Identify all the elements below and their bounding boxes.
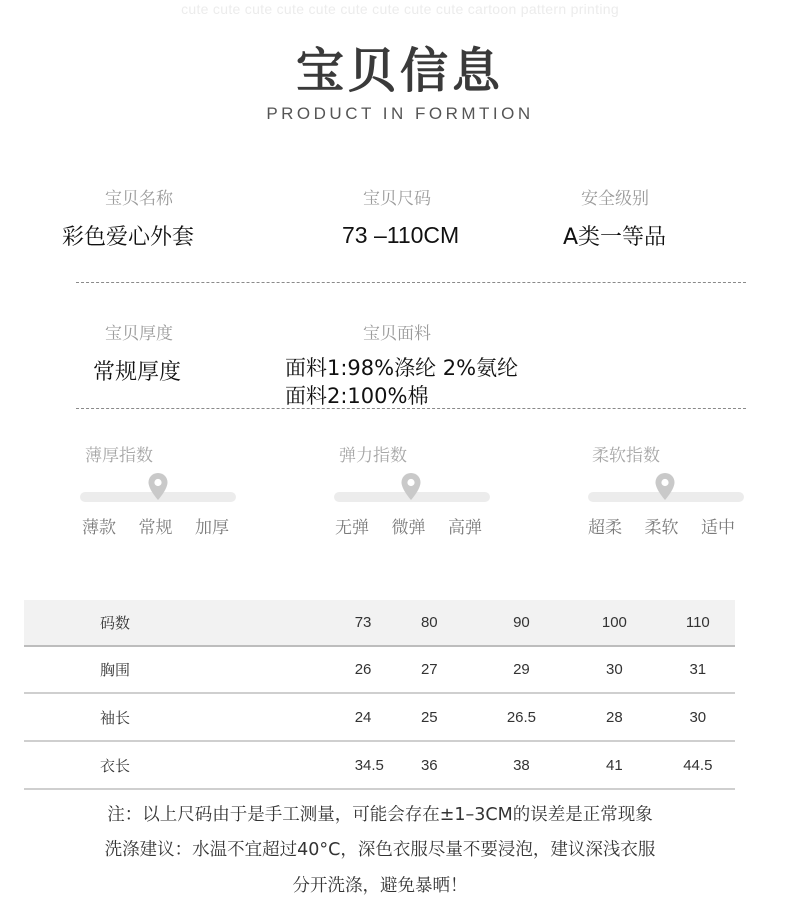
table-row [24,741,735,789]
product-name-value: 彩色爱心外套 [62,225,195,250]
product-size-label: 宝贝尺码 [363,189,431,209]
elasticity-index-options [335,513,482,538]
option-slight-stretch: 微弹 [391,518,426,538]
table-row [24,646,735,693]
location-pin-icon [400,472,422,502]
softness-index-options [588,513,735,538]
option-soft: 柔软 [644,518,679,538]
product-name-label: 宝贝名称 [105,189,173,209]
safety-level-value: A类一等品 [563,225,667,250]
row-label: 衣长 [24,741,190,789]
measurement-note: 注：以上尺码由于是手工测量，可能会存在±1–3CM的误差是正常现象 [107,805,653,825]
size-cell: 90 [475,600,568,646]
faint-background-text: cute cute cute cute cute cute cute cute cute cartoon pattern printing [181,1,619,17]
row-label: 胸围 [24,646,190,693]
table-cell: 24 [190,693,384,741]
option-high-stretch: 高弹 [448,518,482,538]
size-table [24,600,735,790]
fabric-line-1: 面料1:98%涤纶 2%氨纶 [285,356,519,380]
row-label: 袖长 [24,693,190,741]
thickness-index-options [82,513,229,538]
table-cell: 44.5 [661,741,735,789]
option-super-soft: 超柔 [588,518,622,538]
thickness-value: 常规厚度 [93,360,182,385]
washing-advice-continued: 分开洗涤，避免暴晒！ [292,876,468,896]
option-moderate: 适中 [701,518,735,538]
option-thick: 加厚 [195,518,229,538]
thickness-index-label: 薄厚指数 [85,446,153,466]
size-header-label: 码数 [24,600,190,646]
table-cell: 26 [190,646,384,693]
fabric-label: 宝贝面料 [363,324,431,344]
thickness-label: 宝贝厚度 [105,324,173,344]
page-subtitle: PRODUCT IN FORMTION [266,104,534,123]
page-title: 宝贝信息 [295,43,504,99]
table-cell: 41 [568,741,661,789]
fabric-line-2: 面料2:100%棉 [285,384,429,408]
softness-index-label: 柔软指数 [592,446,660,466]
elasticity-index-label: 弹力指数 [339,446,407,466]
table-cell: 30 [661,693,735,741]
location-pin-icon [147,472,169,502]
table-cell: 36 [384,741,475,789]
option-regular: 常规 [138,518,173,538]
size-cell: 110 [661,600,735,646]
table-cell: 28 [568,693,661,741]
table-cell: 29 [475,646,568,693]
table-cell: 27 [384,646,475,693]
table-cell: 30 [568,646,661,693]
table-row [24,693,735,741]
table-cell: 34.5 [190,741,384,789]
safety-level-label: 安全级别 [581,189,649,209]
table-cell: 38 [475,741,568,789]
washing-advice: 洗涤建议：水温不宜超过40°C，深色衣服尽量不要浸泡，建议深浅衣服 [104,840,656,860]
divider-1 [76,282,746,283]
product-size-value: 73 –110CM [342,222,460,248]
table-cell: 31 [661,646,735,693]
table-cell: 26.5 [475,693,568,741]
size-cell: 100 [568,600,661,646]
location-pin-icon [654,472,676,502]
size-table-header-row [24,600,735,646]
option-thin: 薄款 [82,518,116,538]
size-cell: 80 [384,600,475,646]
size-cell: 73 [190,600,384,646]
divider-2 [76,408,746,409]
table-cell: 25 [384,693,475,741]
option-no-stretch: 无弹 [335,518,369,538]
